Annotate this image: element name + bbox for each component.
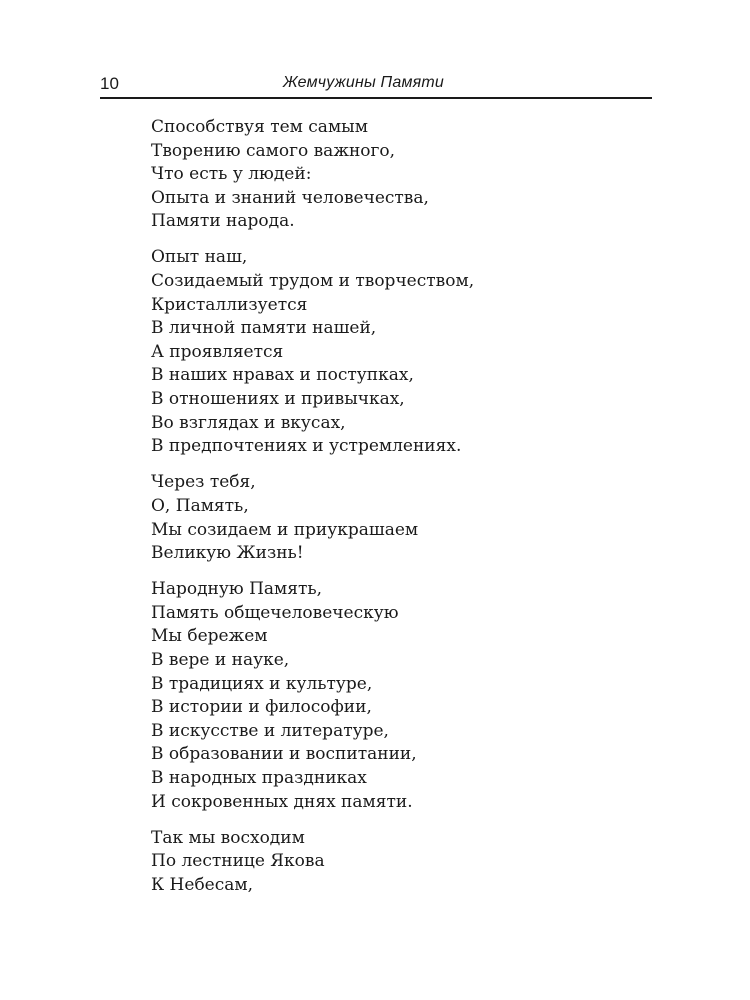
poem-line: Через тебя, — [151, 472, 256, 493]
poem-line: В искусстве и литературе, — [151, 720, 389, 741]
poem-line: Творению самого важного, — [151, 140, 396, 161]
poem-line: Что есть у людей: — [151, 164, 312, 185]
poem-line: Так мы восходим — [151, 827, 305, 848]
poem-line: А проявляется — [151, 341, 284, 362]
poem-line: К Небесам, — [151, 874, 254, 895]
poem-line: Способствуя тем самым — [151, 117, 368, 137]
poem-body — [151, 116, 631, 910]
poem-line: Созидаемый трудом и творчеством, — [151, 271, 475, 292]
running-title: Жемчужины Памяти — [282, 74, 444, 91]
header-rule — [100, 97, 652, 99]
poem-line: Мы бережем — [151, 626, 268, 647]
poem-line: В вере и науке, — [151, 649, 290, 670]
poem-line: Кристаллизуется — [151, 294, 308, 315]
page-number: 10 — [100, 74, 119, 93]
poem-line: В истории и философии, — [151, 697, 372, 718]
poem-line: Мы созидаем и приукрашаем — [151, 519, 419, 540]
poem-line: По лестнице Якова — [151, 851, 325, 872]
poem-line: Опыт наш, — [151, 247, 248, 268]
poem-line: В традициях и культуре, — [151, 673, 373, 694]
poem-line: В народных праздниках — [151, 767, 367, 788]
poem-line: Память общечеловеческую — [151, 602, 399, 623]
poem-line: О, Память, — [151, 495, 249, 516]
stanza — [151, 116, 631, 234]
stanza — [151, 471, 631, 565]
poem-line: В предпочтениях и устремлениях. — [151, 436, 462, 457]
stanza — [151, 246, 631, 458]
poem-line: Опыта и знаний человечества, — [151, 187, 429, 208]
poem-line: Великую Жизнь! — [151, 543, 304, 564]
page-header — [100, 72, 652, 98]
poem-line: В отношениях и привычках, — [151, 389, 405, 410]
poem-line: В образовании и воспитании, — [151, 744, 417, 765]
poem-line: Народную Память, — [151, 579, 323, 600]
poem-line: Памяти народа. — [151, 211, 295, 232]
poem-line: В наших нравах и поступках, — [151, 365, 414, 386]
poem-line: Во взглядах и вкусах, — [151, 412, 346, 433]
stanza — [151, 578, 631, 814]
stanza — [151, 827, 631, 898]
poem-line: И сокровенных днях памяти. — [151, 791, 413, 812]
poem-line: В личной памяти нашей, — [151, 318, 377, 339]
